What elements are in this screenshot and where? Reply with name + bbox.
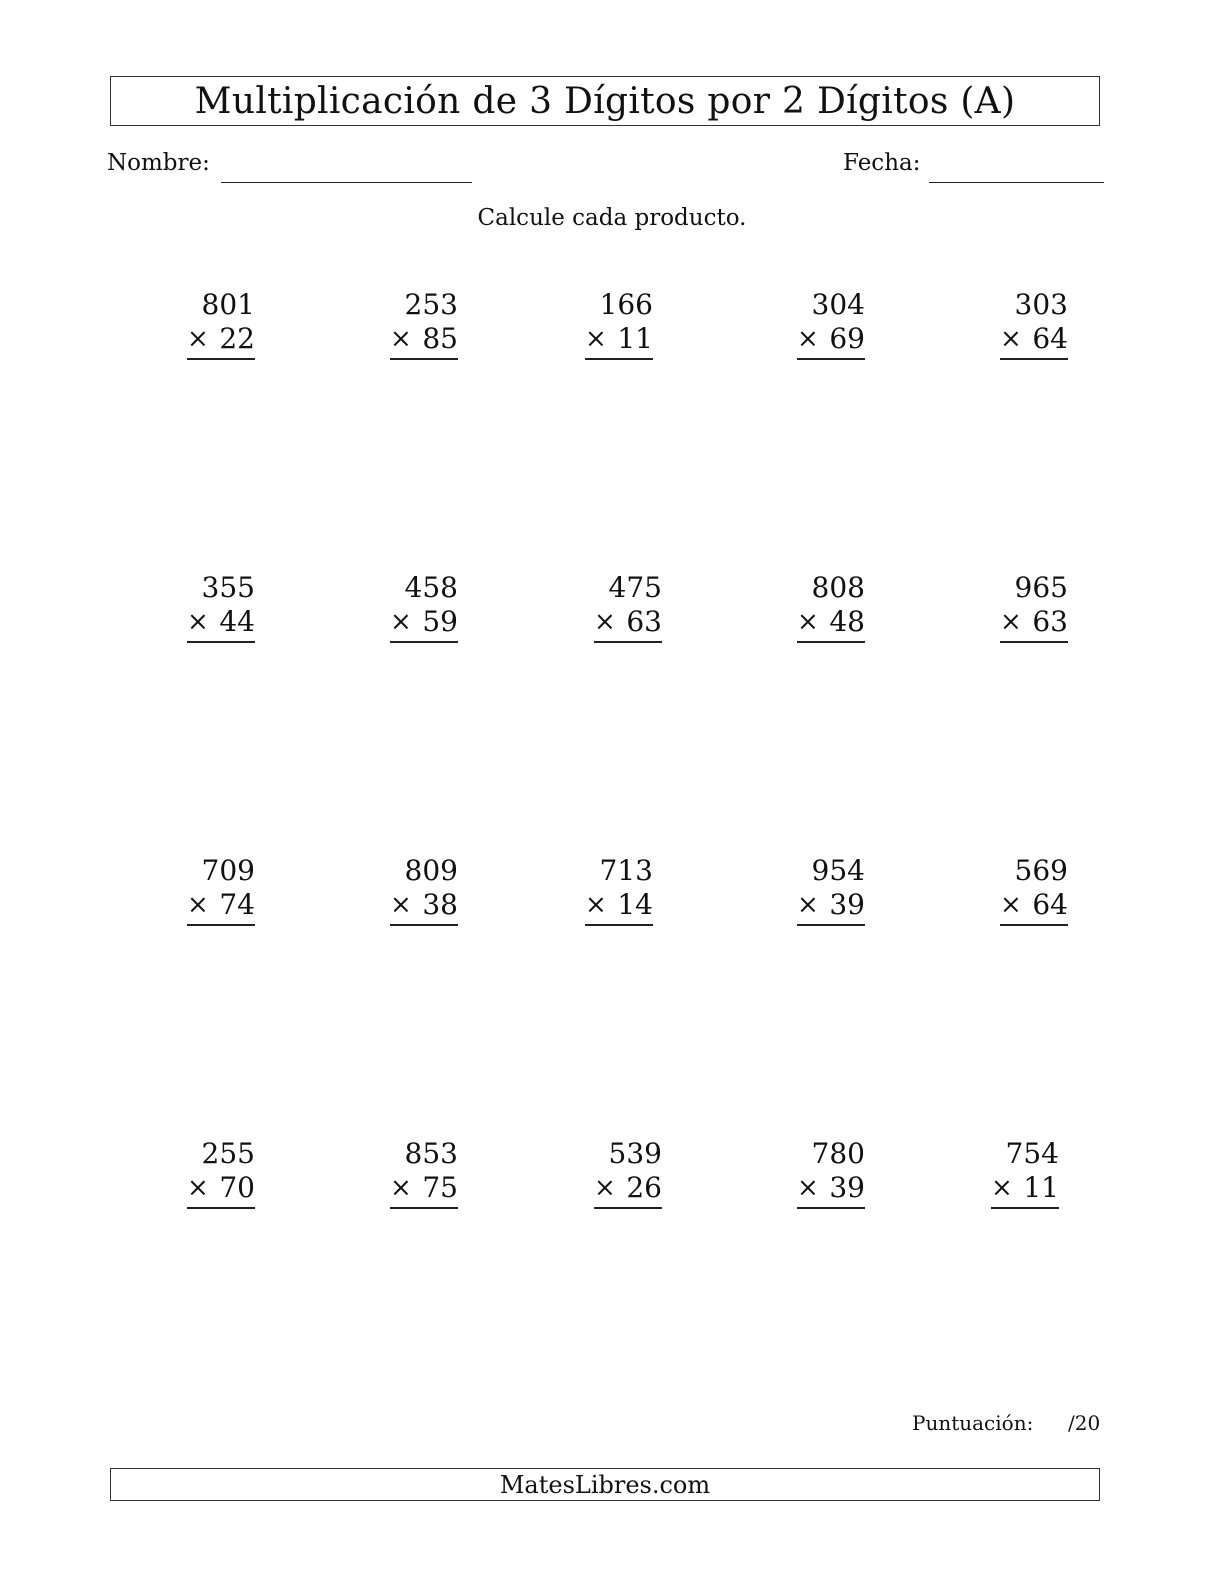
times-symbol: × <box>187 607 209 637</box>
multiplier: 75 <box>422 1171 458 1204</box>
multiplier: 44 <box>219 605 255 638</box>
multiplier-row <box>390 1171 458 1209</box>
multiplicand: 713 <box>599 854 653 887</box>
times-symbol: × <box>585 324 607 354</box>
multiplicand: 355 <box>201 571 255 604</box>
times-symbol: × <box>1000 607 1022 637</box>
problem <box>187 288 255 360</box>
multiplier: 38 <box>422 888 458 921</box>
problem <box>594 571 662 643</box>
times-symbol: × <box>585 890 607 920</box>
problem <box>187 854 255 926</box>
times-symbol: × <box>594 607 616 637</box>
times-symbol: × <box>187 324 209 354</box>
times-symbol: × <box>594 1173 616 1203</box>
problem <box>991 1137 1059 1209</box>
problem <box>797 288 865 360</box>
problem <box>390 854 458 926</box>
problem <box>1000 854 1068 926</box>
problem <box>390 1137 458 1209</box>
name-label: Nombre: <box>107 150 210 176</box>
problem <box>187 1137 255 1209</box>
multiplier: 69 <box>829 322 865 355</box>
multiplier-row <box>187 888 255 926</box>
multiplicand: 304 <box>811 288 865 321</box>
multiplicand: 569 <box>1014 854 1068 887</box>
times-symbol: × <box>1000 890 1022 920</box>
problem <box>187 571 255 643</box>
multiplier: 11 <box>1023 1171 1059 1204</box>
problem <box>797 1137 865 1209</box>
multiplicand: 539 <box>608 1137 662 1170</box>
multiplier-row <box>187 605 255 643</box>
times-symbol: × <box>187 1173 209 1203</box>
multiplier: 22 <box>219 322 255 355</box>
footer-box <box>110 1468 1100 1501</box>
times-symbol: × <box>390 607 412 637</box>
multiplicand: 709 <box>201 854 255 887</box>
multiplier-row <box>797 1171 865 1209</box>
times-symbol: × <box>797 324 819 354</box>
times-symbol: × <box>390 890 412 920</box>
title-box <box>110 76 1100 126</box>
score-label: Puntuación: <box>912 1411 1034 1435</box>
problem <box>1000 288 1068 360</box>
multiplier-row <box>1000 888 1068 926</box>
multiplier: 63 <box>1032 605 1068 638</box>
problem <box>1000 571 1068 643</box>
multiplier: 70 <box>219 1171 255 1204</box>
problem <box>797 571 865 643</box>
multiplier-row <box>585 322 653 360</box>
multiplier-row <box>1000 322 1068 360</box>
multiplier: 14 <box>617 888 653 921</box>
multiplier: 64 <box>1032 322 1068 355</box>
times-symbol: × <box>187 890 209 920</box>
multiplicand: 965 <box>1014 571 1068 604</box>
name-field-line[interactable] <box>221 182 472 183</box>
score-total: /20 <box>1068 1411 1101 1435</box>
multiplicand: 853 <box>404 1137 458 1170</box>
multiplier-row <box>187 1171 255 1209</box>
footer-site: MatesLibres.com <box>499 1470 711 1499</box>
multiplicand: 954 <box>811 854 865 887</box>
multiplicand: 754 <box>1005 1137 1059 1170</box>
multiplicand: 303 <box>1014 288 1068 321</box>
multiplier-row <box>594 605 662 643</box>
multiplier-row <box>797 322 865 360</box>
multiplier-row <box>390 605 458 643</box>
multiplier-row <box>390 322 458 360</box>
times-symbol: × <box>390 1173 412 1203</box>
times-symbol: × <box>1000 324 1022 354</box>
worksheet-title: Multiplicación de 3 Dígitos por 2 Dígitos (A) <box>194 80 1016 122</box>
multiplier: 59 <box>422 605 458 638</box>
multiplier: 63 <box>626 605 662 638</box>
multiplicand: 780 <box>811 1137 865 1170</box>
problem <box>585 854 653 926</box>
multiplier-row <box>991 1171 1059 1209</box>
multiplicand: 801 <box>201 288 255 321</box>
multiplicand: 166 <box>599 288 653 321</box>
times-symbol: × <box>991 1173 1013 1203</box>
multiplier: 11 <box>617 322 653 355</box>
multiplier: 39 <box>829 1171 865 1204</box>
problem <box>594 1137 662 1209</box>
problem <box>390 288 458 360</box>
multiplier: 64 <box>1032 888 1068 921</box>
problem <box>797 854 865 926</box>
multiplier: 74 <box>219 888 255 921</box>
multiplier: 48 <box>829 605 865 638</box>
multiplicand: 253 <box>404 288 458 321</box>
multiplier-row <box>797 888 865 926</box>
multiplier: 26 <box>626 1171 662 1204</box>
multiplier-row <box>797 605 865 643</box>
multiplicand: 808 <box>811 571 865 604</box>
times-symbol: × <box>797 890 819 920</box>
problem <box>585 288 653 360</box>
multiplier: 85 <box>422 322 458 355</box>
multiplier-row <box>187 322 255 360</box>
multiplier-row <box>594 1171 662 1209</box>
date-field-line[interactable] <box>929 182 1104 183</box>
date-label: Fecha: <box>843 150 921 176</box>
multiplier-row <box>390 888 458 926</box>
multiplicand: 458 <box>404 571 458 604</box>
multiplicand: 809 <box>404 854 458 887</box>
multiplicand: 475 <box>608 571 662 604</box>
multiplicand: 255 <box>201 1137 255 1170</box>
multiplier-row <box>1000 605 1068 643</box>
instructions: Calcule cada producto. <box>477 205 747 231</box>
problem <box>390 571 458 643</box>
multiplier: 39 <box>829 888 865 921</box>
times-symbol: × <box>797 1173 819 1203</box>
multiplier-row <box>585 888 653 926</box>
times-symbol: × <box>797 607 819 637</box>
times-symbol: × <box>390 324 412 354</box>
